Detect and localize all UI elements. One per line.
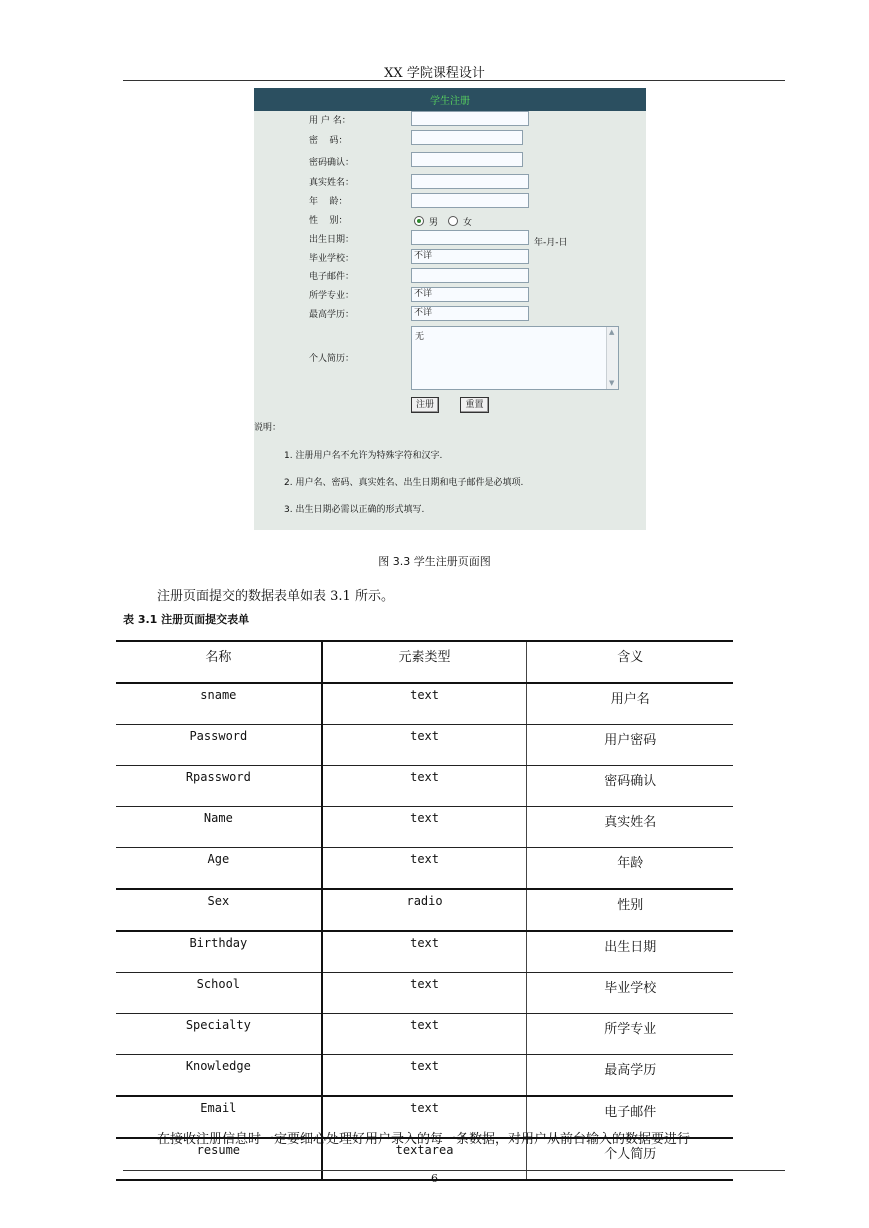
cell-meaning: 用户密码 bbox=[527, 725, 733, 766]
cell-type: text bbox=[322, 807, 527, 848]
label-birthday: 出生日期： bbox=[309, 235, 355, 245]
label-education: 最高学历： bbox=[309, 310, 355, 320]
label-password: 密 码： bbox=[309, 136, 348, 146]
school-input[interactable]: 不详 bbox=[411, 249, 529, 264]
table-row bbox=[116, 807, 733, 848]
label-school: 毕业学校： bbox=[309, 254, 355, 264]
cell-name: Rpassword bbox=[116, 766, 322, 807]
cell-type: text bbox=[322, 766, 527, 807]
cell-name: Email bbox=[116, 1096, 322, 1138]
real-name-input[interactable] bbox=[411, 174, 529, 189]
age-input[interactable] bbox=[411, 193, 529, 208]
label-specialty: 所学专业： bbox=[309, 291, 355, 301]
date-format-hint: 年-月-日 bbox=[534, 238, 568, 248]
cell-meaning: 最高学历 bbox=[527, 1055, 733, 1097]
birthday-input[interactable] bbox=[411, 230, 529, 245]
label-email: 电子邮件： bbox=[309, 272, 355, 282]
radio-female[interactable] bbox=[448, 216, 458, 226]
label-confirm-password: 密码确认： bbox=[309, 158, 355, 168]
radio-female-label: 女 bbox=[463, 218, 473, 228]
cell-meaning: 用户名 bbox=[527, 683, 733, 725]
cell-meaning: 密码确认 bbox=[527, 766, 733, 807]
resume-text: 无 bbox=[415, 332, 425, 342]
education-input[interactable]: 不详 bbox=[411, 306, 529, 321]
cell-type: text bbox=[322, 1096, 527, 1138]
scroll-down-icon[interactable]: ▼ bbox=[609, 379, 615, 387]
body-paragraph: 在接收注册信息时一定要细心处理好用户录入的每一条数据，对用户从前台输入的数据要进行 bbox=[157, 1132, 691, 1147]
cell-name: Sex bbox=[116, 889, 322, 931]
cell-type: text bbox=[322, 1055, 527, 1097]
cell-name: School bbox=[116, 973, 322, 1014]
note-1: 1. 注册用户名不允许为特殊字符和汉字. bbox=[284, 451, 443, 461]
reset-button[interactable]: 重置 bbox=[460, 397, 489, 413]
register-button[interactable]: 注册 bbox=[411, 397, 439, 413]
username-input[interactable] bbox=[411, 111, 529, 126]
confirm-password-input[interactable] bbox=[411, 152, 523, 167]
cell-name: resume bbox=[116, 1138, 322, 1180]
resume-textarea[interactable] bbox=[411, 326, 619, 390]
note-2: 2. 用户名、密码、真实姓名、出生日期和电子邮件是必填项. bbox=[284, 478, 524, 488]
cell-meaning: 真实姓名 bbox=[527, 807, 733, 848]
table-row bbox=[116, 1055, 733, 1097]
cell-type: text bbox=[322, 725, 527, 766]
cell-name: Password bbox=[116, 725, 322, 766]
form-fields-table bbox=[116, 640, 733, 1181]
cell-name: Specialty bbox=[116, 1014, 322, 1055]
header-name: 名称 bbox=[116, 641, 322, 683]
resume-scrollbar[interactable] bbox=[606, 327, 618, 389]
label-username: 用 户 名： bbox=[309, 116, 351, 126]
notes-title: 说明： bbox=[254, 423, 282, 433]
table-row bbox=[116, 889, 733, 931]
password-input[interactable] bbox=[411, 130, 523, 145]
table-row bbox=[116, 683, 733, 725]
table-row bbox=[116, 973, 733, 1014]
form-title: 学生注册 bbox=[430, 96, 470, 107]
cell-meaning: 所学专业 bbox=[527, 1014, 733, 1055]
header-type: 元素类型 bbox=[322, 641, 527, 683]
header-meaning: 含义 bbox=[527, 641, 733, 683]
intro-paragraph: 注册页面提交的数据表单如表 3.1 所示。 bbox=[157, 589, 394, 604]
cell-meaning: 出生日期 bbox=[527, 931, 733, 973]
label-real-name: 真实姓名： bbox=[309, 178, 355, 188]
cell-name: Birthday bbox=[116, 931, 322, 973]
cell-type: text bbox=[322, 931, 527, 973]
table-row bbox=[116, 725, 733, 766]
header-rule bbox=[123, 80, 785, 81]
footer-rule bbox=[123, 1170, 785, 1171]
table-header-row bbox=[116, 641, 733, 683]
radio-male[interactable] bbox=[414, 216, 424, 226]
cell-type: radio bbox=[322, 889, 527, 931]
cell-type: text bbox=[322, 973, 527, 1014]
cell-name: Name bbox=[116, 807, 322, 848]
cell-meaning: 电子邮件 bbox=[527, 1096, 733, 1138]
label-resume: 个人简历： bbox=[309, 354, 355, 364]
table-row bbox=[116, 1014, 733, 1055]
cell-meaning: 毕业学校 bbox=[527, 973, 733, 1014]
cell-type: textarea bbox=[322, 1138, 527, 1180]
table-row bbox=[116, 766, 733, 807]
cell-name: Age bbox=[116, 848, 322, 890]
radio-male-label: 男 bbox=[429, 218, 439, 228]
cell-type: text bbox=[322, 1014, 527, 1055]
registration-screenshot bbox=[254, 88, 646, 530]
page-number: 6 bbox=[431, 1172, 438, 1185]
label-sex: 性 别： bbox=[309, 216, 348, 226]
cell-type: text bbox=[322, 683, 527, 725]
cell-meaning: 个人简历 bbox=[527, 1138, 733, 1180]
email-input[interactable] bbox=[411, 268, 529, 283]
figure-caption: 图 3.3 学生注册页面图 bbox=[378, 555, 491, 568]
scroll-up-icon[interactable]: ▲ bbox=[609, 328, 615, 336]
label-age: 年 龄： bbox=[309, 197, 348, 207]
cell-meaning: 性别 bbox=[527, 889, 733, 931]
table-caption: 表 3.1 注册页面提交表单 bbox=[123, 613, 250, 626]
table-row bbox=[116, 848, 733, 890]
specialty-input[interactable]: 不详 bbox=[411, 287, 529, 302]
cell-meaning: 年龄 bbox=[527, 848, 733, 890]
cell-type: text bbox=[322, 848, 527, 890]
note-3: 3. 出生日期必需以正确的形式填写. bbox=[284, 505, 425, 515]
cell-name: Knowledge bbox=[116, 1055, 322, 1097]
page-header-title: XX 学院课程设计 bbox=[384, 66, 485, 81]
cell-name: sname bbox=[116, 683, 322, 725]
table-row bbox=[116, 931, 733, 973]
